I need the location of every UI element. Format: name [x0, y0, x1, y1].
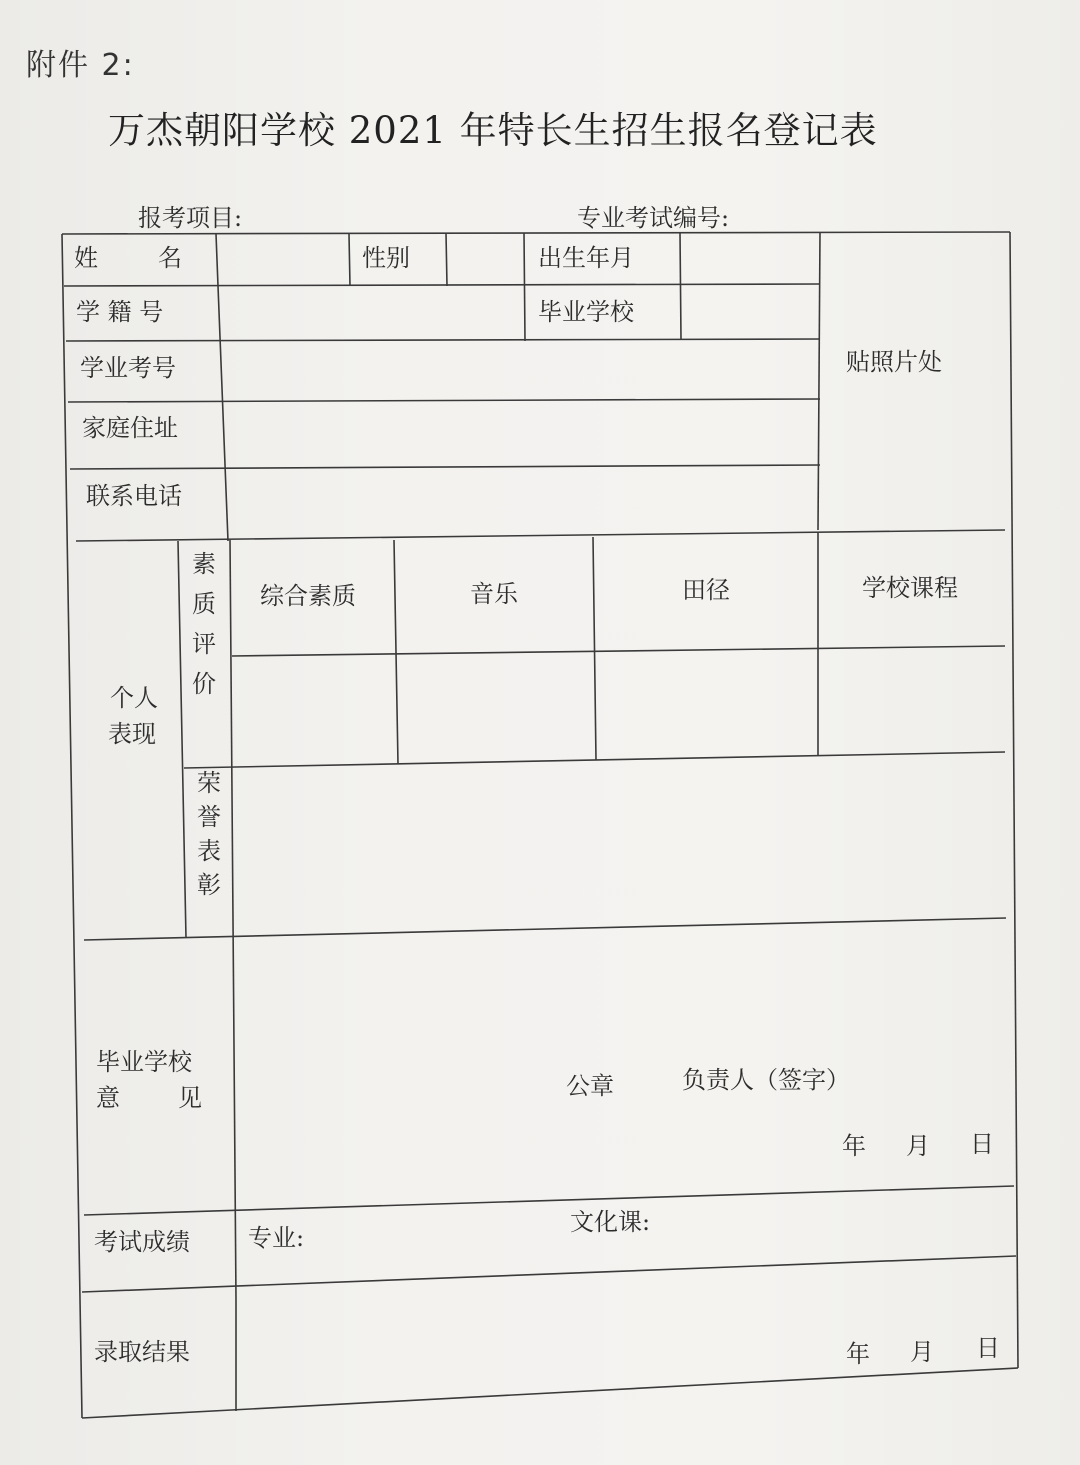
table-border-top	[62, 232, 1010, 234]
admission-date-month: 月	[910, 1338, 934, 1366]
table-border-bottom	[82, 1368, 1018, 1418]
academic-exam-number-label: 学业考号	[80, 354, 176, 382]
col-line	[593, 537, 596, 760]
row-line	[84, 1186, 1014, 1215]
row-line	[82, 1256, 1016, 1292]
row-line	[68, 399, 820, 402]
row-line	[64, 284, 820, 286]
school-opinion-line-2	[96, 1080, 202, 1116]
exam-item-label: 报考项目:	[138, 204, 243, 232]
quality-column-track-field: 田径	[682, 576, 730, 604]
phone-label: 联系电话	[86, 482, 182, 510]
home-address-label: 家庭住址	[82, 414, 178, 442]
table-border-left	[62, 234, 82, 1418]
birth-label: 出生年月	[538, 244, 634, 272]
culture-score-label: 文化课:	[570, 1208, 651, 1236]
school-opinion-label	[96, 1044, 202, 1116]
quality-column-comprehensive: 综合素质	[260, 582, 356, 610]
school-opinion-char-2: 见	[178, 1084, 202, 1112]
quality-evaluation-label: 素质评价	[192, 550, 216, 698]
personal-performance-line-2: 表现	[108, 720, 156, 748]
col-line	[446, 233, 447, 286]
table-border-right	[1010, 232, 1018, 1368]
personal-performance-line-1: 个人	[110, 684, 158, 712]
school-opinion-line-1: 毕业学校	[96, 1048, 192, 1076]
personal-performance-label	[108, 680, 158, 752]
photo-placeholder-label: 贴照片处	[846, 348, 942, 376]
opinion-date-day: 日	[970, 1130, 994, 1158]
row-line	[184, 752, 1005, 768]
gender-label: 性别	[362, 244, 410, 272]
exam-number-label: 专业考试编号:	[577, 204, 730, 232]
col-line	[394, 540, 398, 764]
exam-score-label: 考试成绩	[94, 1228, 190, 1256]
official-seal-label: 公章	[566, 1072, 614, 1100]
admission-date-day: 日	[976, 1334, 1000, 1362]
col-line	[216, 234, 218, 286]
graduation-school-label: 毕业学校	[538, 298, 634, 326]
school-opinion-char-1: 意	[96, 1084, 120, 1112]
name-label-char-1: 姓	[74, 244, 98, 272]
name-label-char-2: 名	[158, 244, 182, 272]
admission-result-label: 录取结果	[94, 1338, 190, 1366]
col-line	[680, 233, 681, 339]
col-line	[218, 286, 228, 541]
quality-column-music: 音乐	[470, 580, 518, 608]
opinion-date-year: 年	[842, 1132, 866, 1160]
row-line	[232, 646, 1005, 656]
name-label	[74, 238, 182, 273]
row-line	[66, 339, 820, 341]
quality-column-school-course: 学校课程	[862, 574, 958, 602]
honors-label: 荣誉表彰	[197, 769, 221, 899]
row-line	[76, 530, 1005, 541]
col-line	[349, 234, 350, 286]
opinion-date-month: 月	[906, 1132, 930, 1160]
col-line	[818, 232, 820, 530]
row-line	[84, 918, 1006, 940]
student-id-label: 学 籍 号	[76, 298, 164, 326]
col-line	[524, 233, 525, 341]
signer-label: 负责人（签字）	[682, 1066, 850, 1094]
row-line	[70, 465, 820, 469]
admission-date-year: 年	[846, 1340, 870, 1368]
major-score-label: 专业:	[248, 1224, 305, 1252]
col-line	[230, 540, 236, 1300]
document-title: 万杰朝阳学校 2021 年特长生招生报名登记表	[108, 109, 878, 152]
attachment-label: 附件 2:	[26, 48, 135, 83]
col-line	[178, 541, 186, 938]
